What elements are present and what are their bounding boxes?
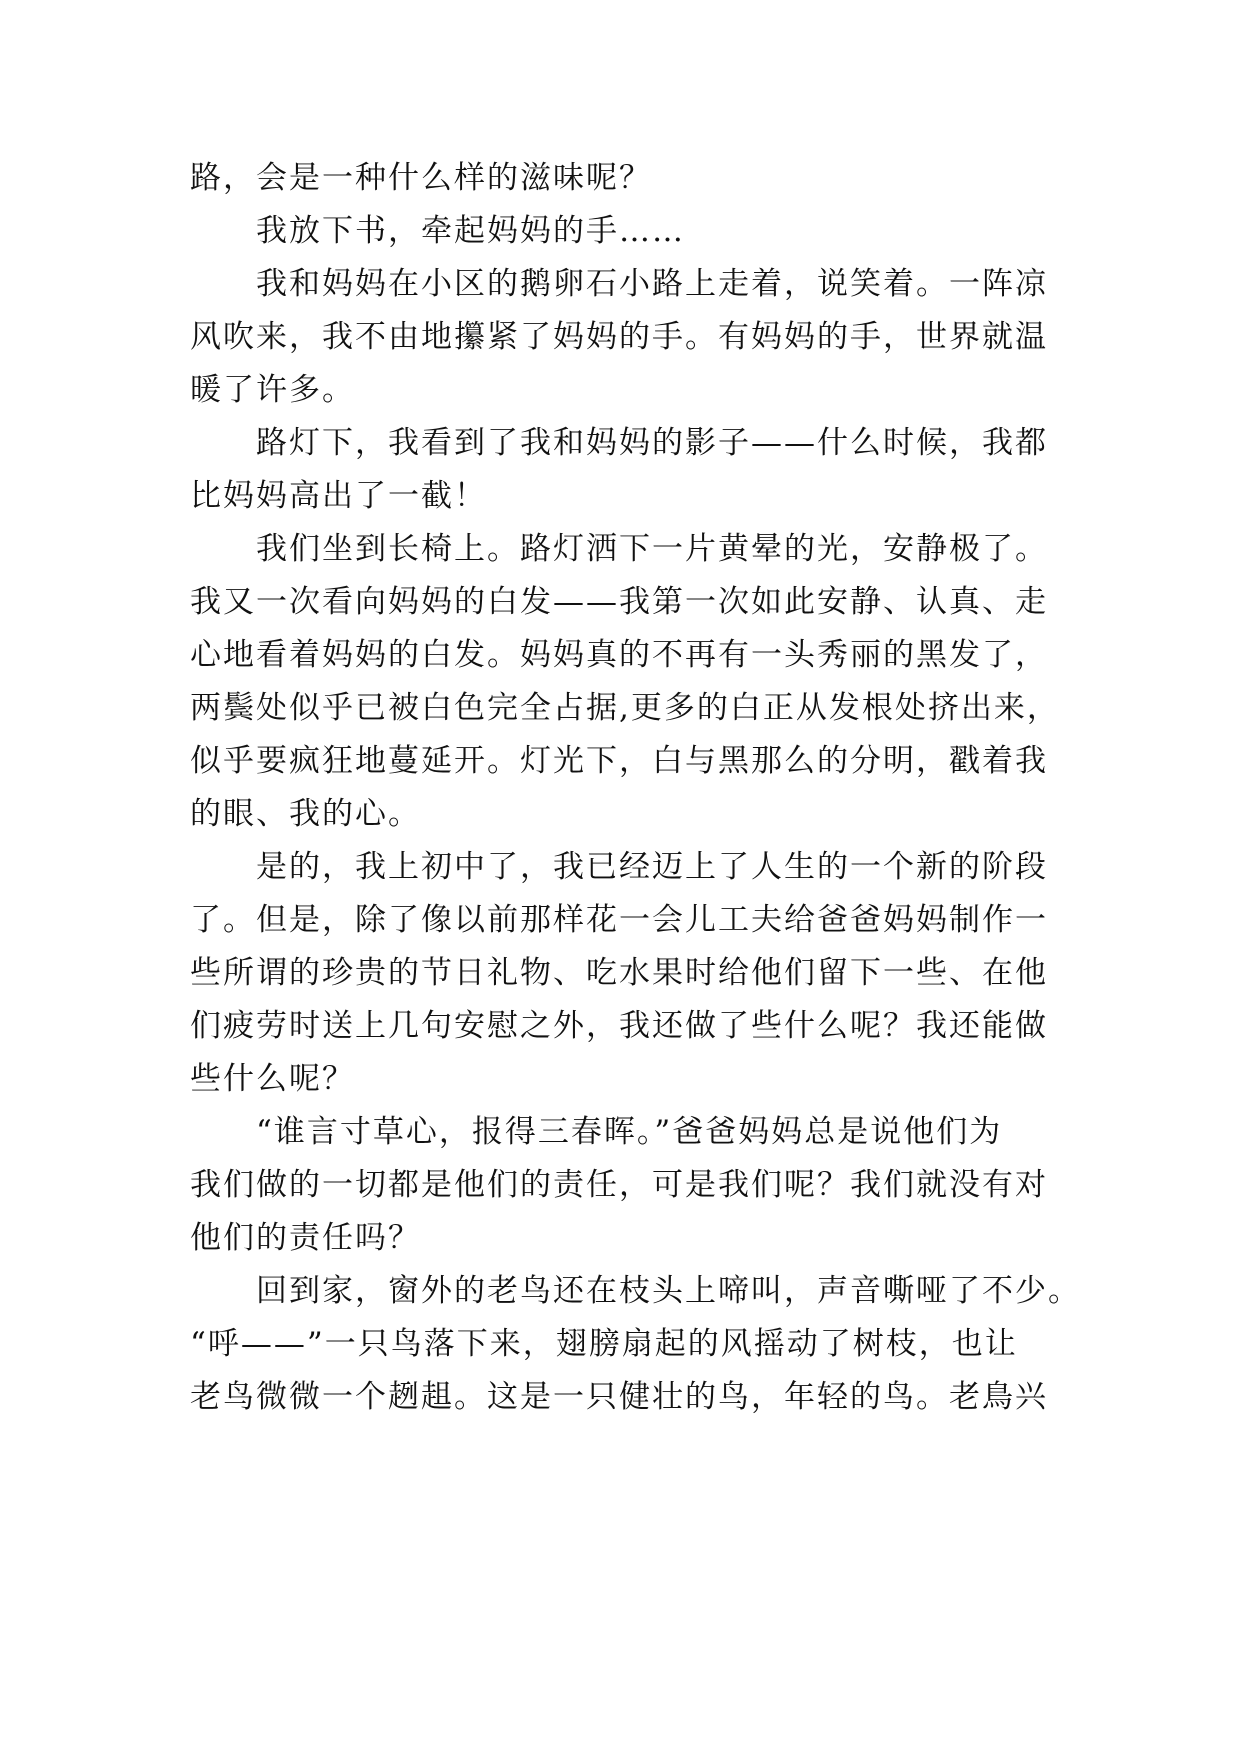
text-line: “呼——”一只鸟落下来，翅膀扇起的风摇动了树枝，也让	[190, 1326, 1018, 1362]
text-line: 我和妈妈在小区的鹅卵石小路上走着，说笑着。一阵凉	[256, 266, 1048, 302]
text-line: 心地看着妈妈的白发。妈妈真的不再有一头秀丽的黑发了，	[190, 637, 1048, 673]
text-line: 是的，我上初中了，我已经迈上了人生的一个新的阶段	[256, 849, 1048, 885]
text-line: “谁言寸草心，报得三春晖。”爸爸妈妈总是说他们为	[256, 1114, 1003, 1150]
text-line: 们疲劳时送上几句安慰之外，我还做了些什么呢？我还能做	[190, 1008, 1048, 1044]
text-line: 了。但是，除了像以前那样花一会儿工夫给爸爸妈妈制作一	[190, 902, 1048, 938]
text-line: 我们做的一切都是他们的责任，可是我们呢？我们就没有对	[190, 1167, 1048, 1203]
text-line: 老鸟微微一个趔趄。这是一只健壮的鸟，年轻的鸟。老鳥兴	[190, 1379, 1048, 1415]
text-line: 他们的责任吗？	[190, 1220, 421, 1256]
text-line: 路灯下，我看到了我和妈妈的影子——什么时候，我都	[256, 425, 1048, 461]
text-line: 我又一次看向妈妈的白发——我第一次如此安静、认真、走	[190, 584, 1048, 620]
text-line: 些所谓的珍贵的节日礼物、吃水果时给他们留下一些、在他	[190, 955, 1048, 991]
text-line: 的眼、我的心。	[190, 796, 421, 832]
text-line: 似乎要疯狂地蔓延开。灯光下，白与黑那么的分明，戳着我	[190, 743, 1048, 779]
text-line: 风吹来，我不由地攥紧了妈妈的手。有妈妈的手，世界就温	[190, 319, 1048, 355]
text-line: 我放下书，牵起妈妈的手……	[256, 213, 685, 249]
text-line: 我们坐到长椅上。路灯洒下一片黄晕的光，安静极了。	[256, 531, 1048, 567]
text-line: 暖了许多。	[190, 372, 355, 408]
text-line: 路，会是一种什么样的滋味呢？	[190, 160, 652, 196]
text-line: 比妈妈高出了一截！	[190, 478, 487, 514]
text-line: 两鬓处似乎已被白色完全占据,更多的白正从发根处挤出来，	[190, 690, 1060, 726]
text-line: 些什么呢？	[190, 1061, 355, 1097]
text-line: 回到家，窗外的老鸟还在枝头上啼叫，声音嘶哑了不少。	[256, 1273, 1081, 1309]
